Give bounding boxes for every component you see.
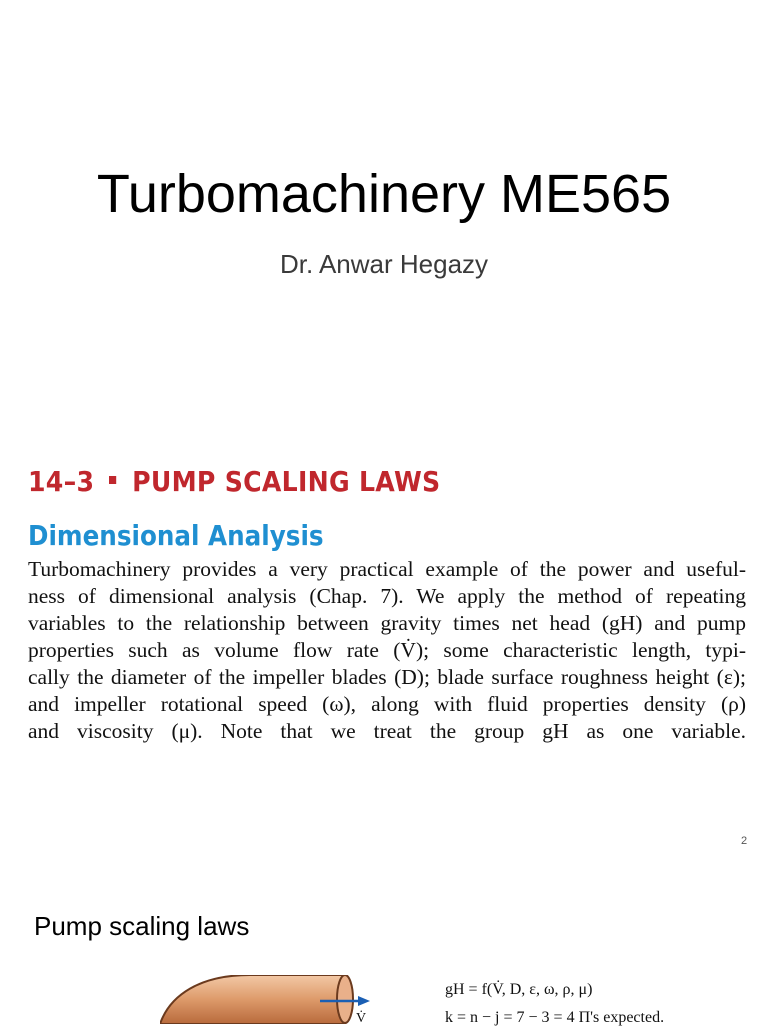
paragraph-line: ness of dimensional analysis (Chap. 7). We apply the method of repeating [28, 584, 746, 608]
slide-subtitle: Dr. Anwar Hegazy [279, 249, 489, 279]
pump-pipe-illustration [160, 975, 390, 1024]
paragraph-line: Turbomachinery provides a very practical example of the power and useful- [28, 557, 746, 581]
paragraph-line: and impeller rotational speed (ω), along with fluid properties density (ρ) [28, 692, 746, 716]
paragraph-line: and viscosity (μ). Note that we treat the group gH as one variable. [28, 719, 746, 743]
equation-pi-count: k = n − j = 7 − 3 = 4 Π's expected. [445, 1009, 665, 1026]
paragraph-line: variables to the relationship between gravity times net head (gH) and pump [28, 611, 746, 635]
body-paragraph [28, 556, 746, 745]
slide-title: Turbomachinery ME565 [96, 164, 672, 224]
paragraph-line: properties such as volume flow rate (V̇); some characteristic length, typi- [28, 638, 746, 662]
section-title: PUMP SCALING LAWS [132, 465, 441, 498]
slide3-title: Pump scaling laws [34, 911, 250, 941]
subheading: Dimensional Analysis [28, 519, 324, 552]
flow-rate-label: V̇ [356, 1011, 367, 1024]
flow-arrow-icon [358, 996, 370, 1006]
section-number: 14–3 [28, 465, 95, 498]
equation-gh: gH = f(V̇, D, ε, ω, ρ, μ) [445, 981, 593, 998]
pipe-shape [160, 975, 352, 1024]
section-heading [28, 465, 440, 498]
bullet-square-icon [109, 476, 116, 484]
page-number: 2 [741, 835, 748, 847]
paragraph-line: cally the diameter of the impeller blades (D); blade surface roughness height (ε); [28, 665, 746, 689]
